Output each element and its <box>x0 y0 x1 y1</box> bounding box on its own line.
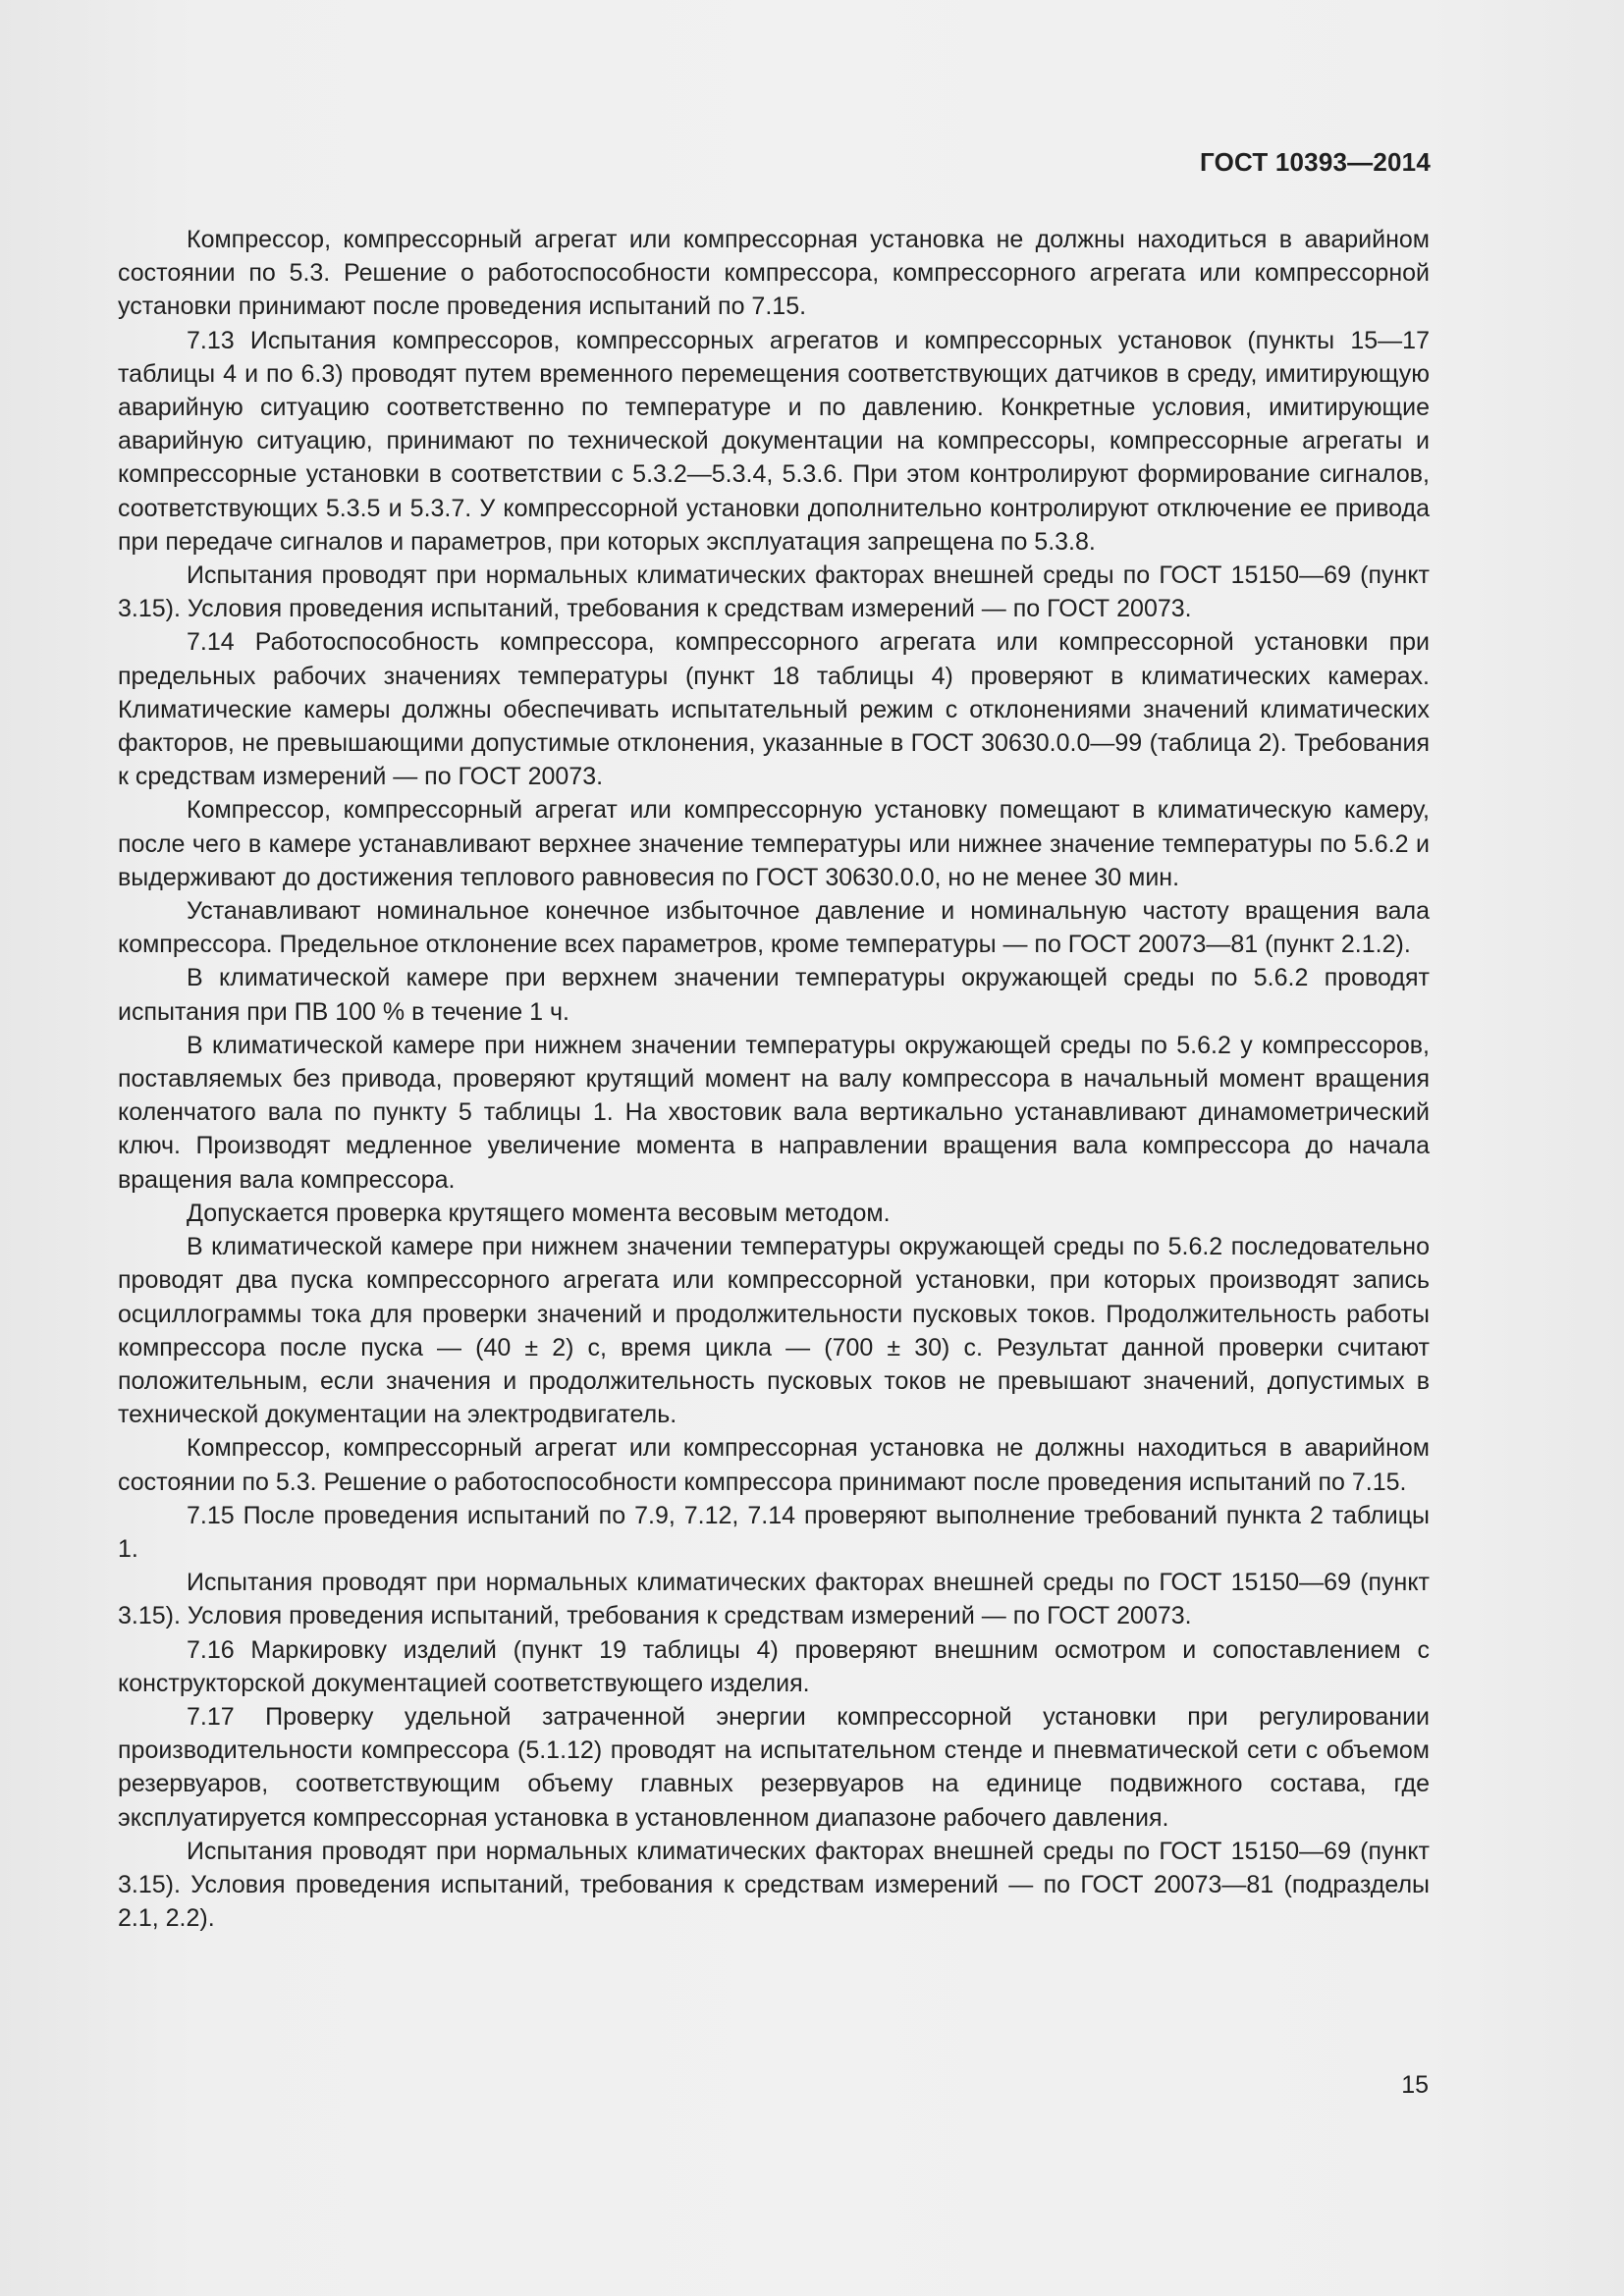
document-body <box>118 223 1430 1935</box>
paragraph: 7.13 Испытания компрессоров, компрессорных агрегатов и компрессорных установок (пункты 15—17 таблицы 4 и по 6.3) проводят путем временного перемещения соответствующих датчиков в среду, имитирующую аварийную ситуацию соответственно по температуре и по давлению. Конкретные условия, имитирующие аварийную ситуацию, принимают по технической документации на компрессоры, компрессорные агрегаты и компрессорные установки в соответствии с 5.3.2—5.3.4, 5.3.6. При этом контролируют формирование сигналов, соответствующих 5.3.5 и 5.3.7. У компрессорной установки дополнительно контролируют отключение ее привода при передаче сигналов и параметров, при которых эксплуатация запрещена по 5.3.8. <box>118 326 1430 556</box>
paragraph: 7.14 Работоспособность компрессора, компрессорного агрегата или компрессорной установки при предельных рабочих значениях температуры (пункт 18 таблицы 4) проверяют в климатических камерах. Климатические камеры должны обеспечивать испытательный режим с отклонениями значений климатических факторов, не превышающими допустимые отклонения, указанные в ГОСТ 30630.0.0—99 (таблица 2). Требования к средствам измерений — по ГОСТ 20073. <box>118 628 1430 791</box>
paragraph: В климатической камере при нижнем значении температуры окружающей среды по 5.6.2 последовательно проводят два пуска компрессорного агрегата или компрессорной установки, при которых производят запись осциллограммы тока для проверки значений и продолжительности пусковых токов. Продолжительность работы компрессора после пуска — (40 ± 2) с, время цикла — (700 ± 30) с. Результат данной проверки считают положительным, если значения и продолжительность пусковых токов не превышают значений, допустимых в технической документации на электродвигатель. <box>118 1233 1430 1429</box>
paragraph: В климатической камере при верхнем значении температуры окружающей среды по 5.6.2 проводят испытания при ПВ 100 % в течение 1 ч. <box>118 964 1430 1026</box>
paragraph: 7.17 Проверку удельной затраченной энергии компрессорной установки при регулировании производительности компрессора (5.1.12) проводят на испытательном стенде и пневматической сети с объемом резервуаров, соответствующим объему главных резервуаров на единице подвижного состава, где эксплуатируется компрессорная установка в установленном диапазоне рабочего давления. <box>118 1702 1430 1832</box>
paragraph: 7.16 Маркировку изделий (пункт 19 таблицы 4) проверяют внешним осмотром и сопоставлением с конструкторской документацией соответствующего изделия. <box>118 1635 1430 1697</box>
paragraph: Допускается проверка крутящего момента весовым методом. <box>187 1199 891 1227</box>
page-number: 15 <box>1401 2071 1429 2099</box>
paragraph: Компрессор, компрессорный агрегат или компрессорная установка не должны находиться в аварийном состоянии по 5.3. Решение о работоспособности компрессора, компрессорного агрегата или компрессорной установки принимают после проведения испытаний по 7.15. <box>118 226 1430 321</box>
paragraph: Испытания проводят при нормальных климатических факторах внешней среды по ГОСТ 15150—69 (пункт 3.15). Условия проведения испытаний, требования к средствам измерений — по ГОСТ 20073—81 (подразделы 2.1, 2.2). <box>118 1837 1430 1933</box>
paragraph: Компрессор, компрессорный агрегат или компрессорная установка не должны находиться в аварийном состоянии по 5.3. Решение о работоспособности компрессора принимают после проведения испытаний по 7.15. <box>118 1434 1430 1496</box>
paragraph: В климатической камере при нижнем значении температуры окружающей среды по 5.6.2 у компрессоров, поставляемых без привода, проверяют крутящий момент на валу компрессора в начальный момент вращения коленчатого вала по пункту 5 таблицы 1. На хвостовик вала вертикально устанавливают динамометрический ключ. Производят медленное увеличение момента в направлении вращения вала компрессора до начала вращения вала компрессора. <box>118 1031 1430 1194</box>
paragraph: Устанавливают номинальное конечное избыточное давление и номинальную частоту вращения вала компрессора. Предельное отклонение всех параметров, кроме температуры — по ГОСТ 20073—81 (пункт 2.1.2). <box>118 897 1430 959</box>
document-header: ГОСТ 10393—2014 <box>1200 147 1431 177</box>
paragraph: Испытания проводят при нормальных климатических факторах внешней среды по ГОСТ 15150—69 (пункт 3.15). Условия проведения испытаний, требования к средствам измерений — по ГОСТ 20073. <box>118 561 1430 623</box>
paragraph: Компрессор, компрессорный агрегат или компрессорную установку помещают в климатическую камеру, после чего в камере устанавливают верхнее значение температуры или нижнее значение температуры по 5.6.2 и выдерживают до достижения теплового равновесия по ГОСТ 30630.0.0, но не менее 30 мин. <box>118 796 1430 891</box>
paragraph: 7.15 После проведения испытаний по 7.9, 7.12, 7.14 проверяют выполнение требований пункта 2 таблицы 1. <box>118 1501 1430 1563</box>
paragraph: Испытания проводят при нормальных климатических факторах внешней среды по ГОСТ 15150—69 (пункт 3.15). Условия проведения испытаний, требования к средствам измерений — по ГОСТ 20073. <box>118 1569 1430 1630</box>
